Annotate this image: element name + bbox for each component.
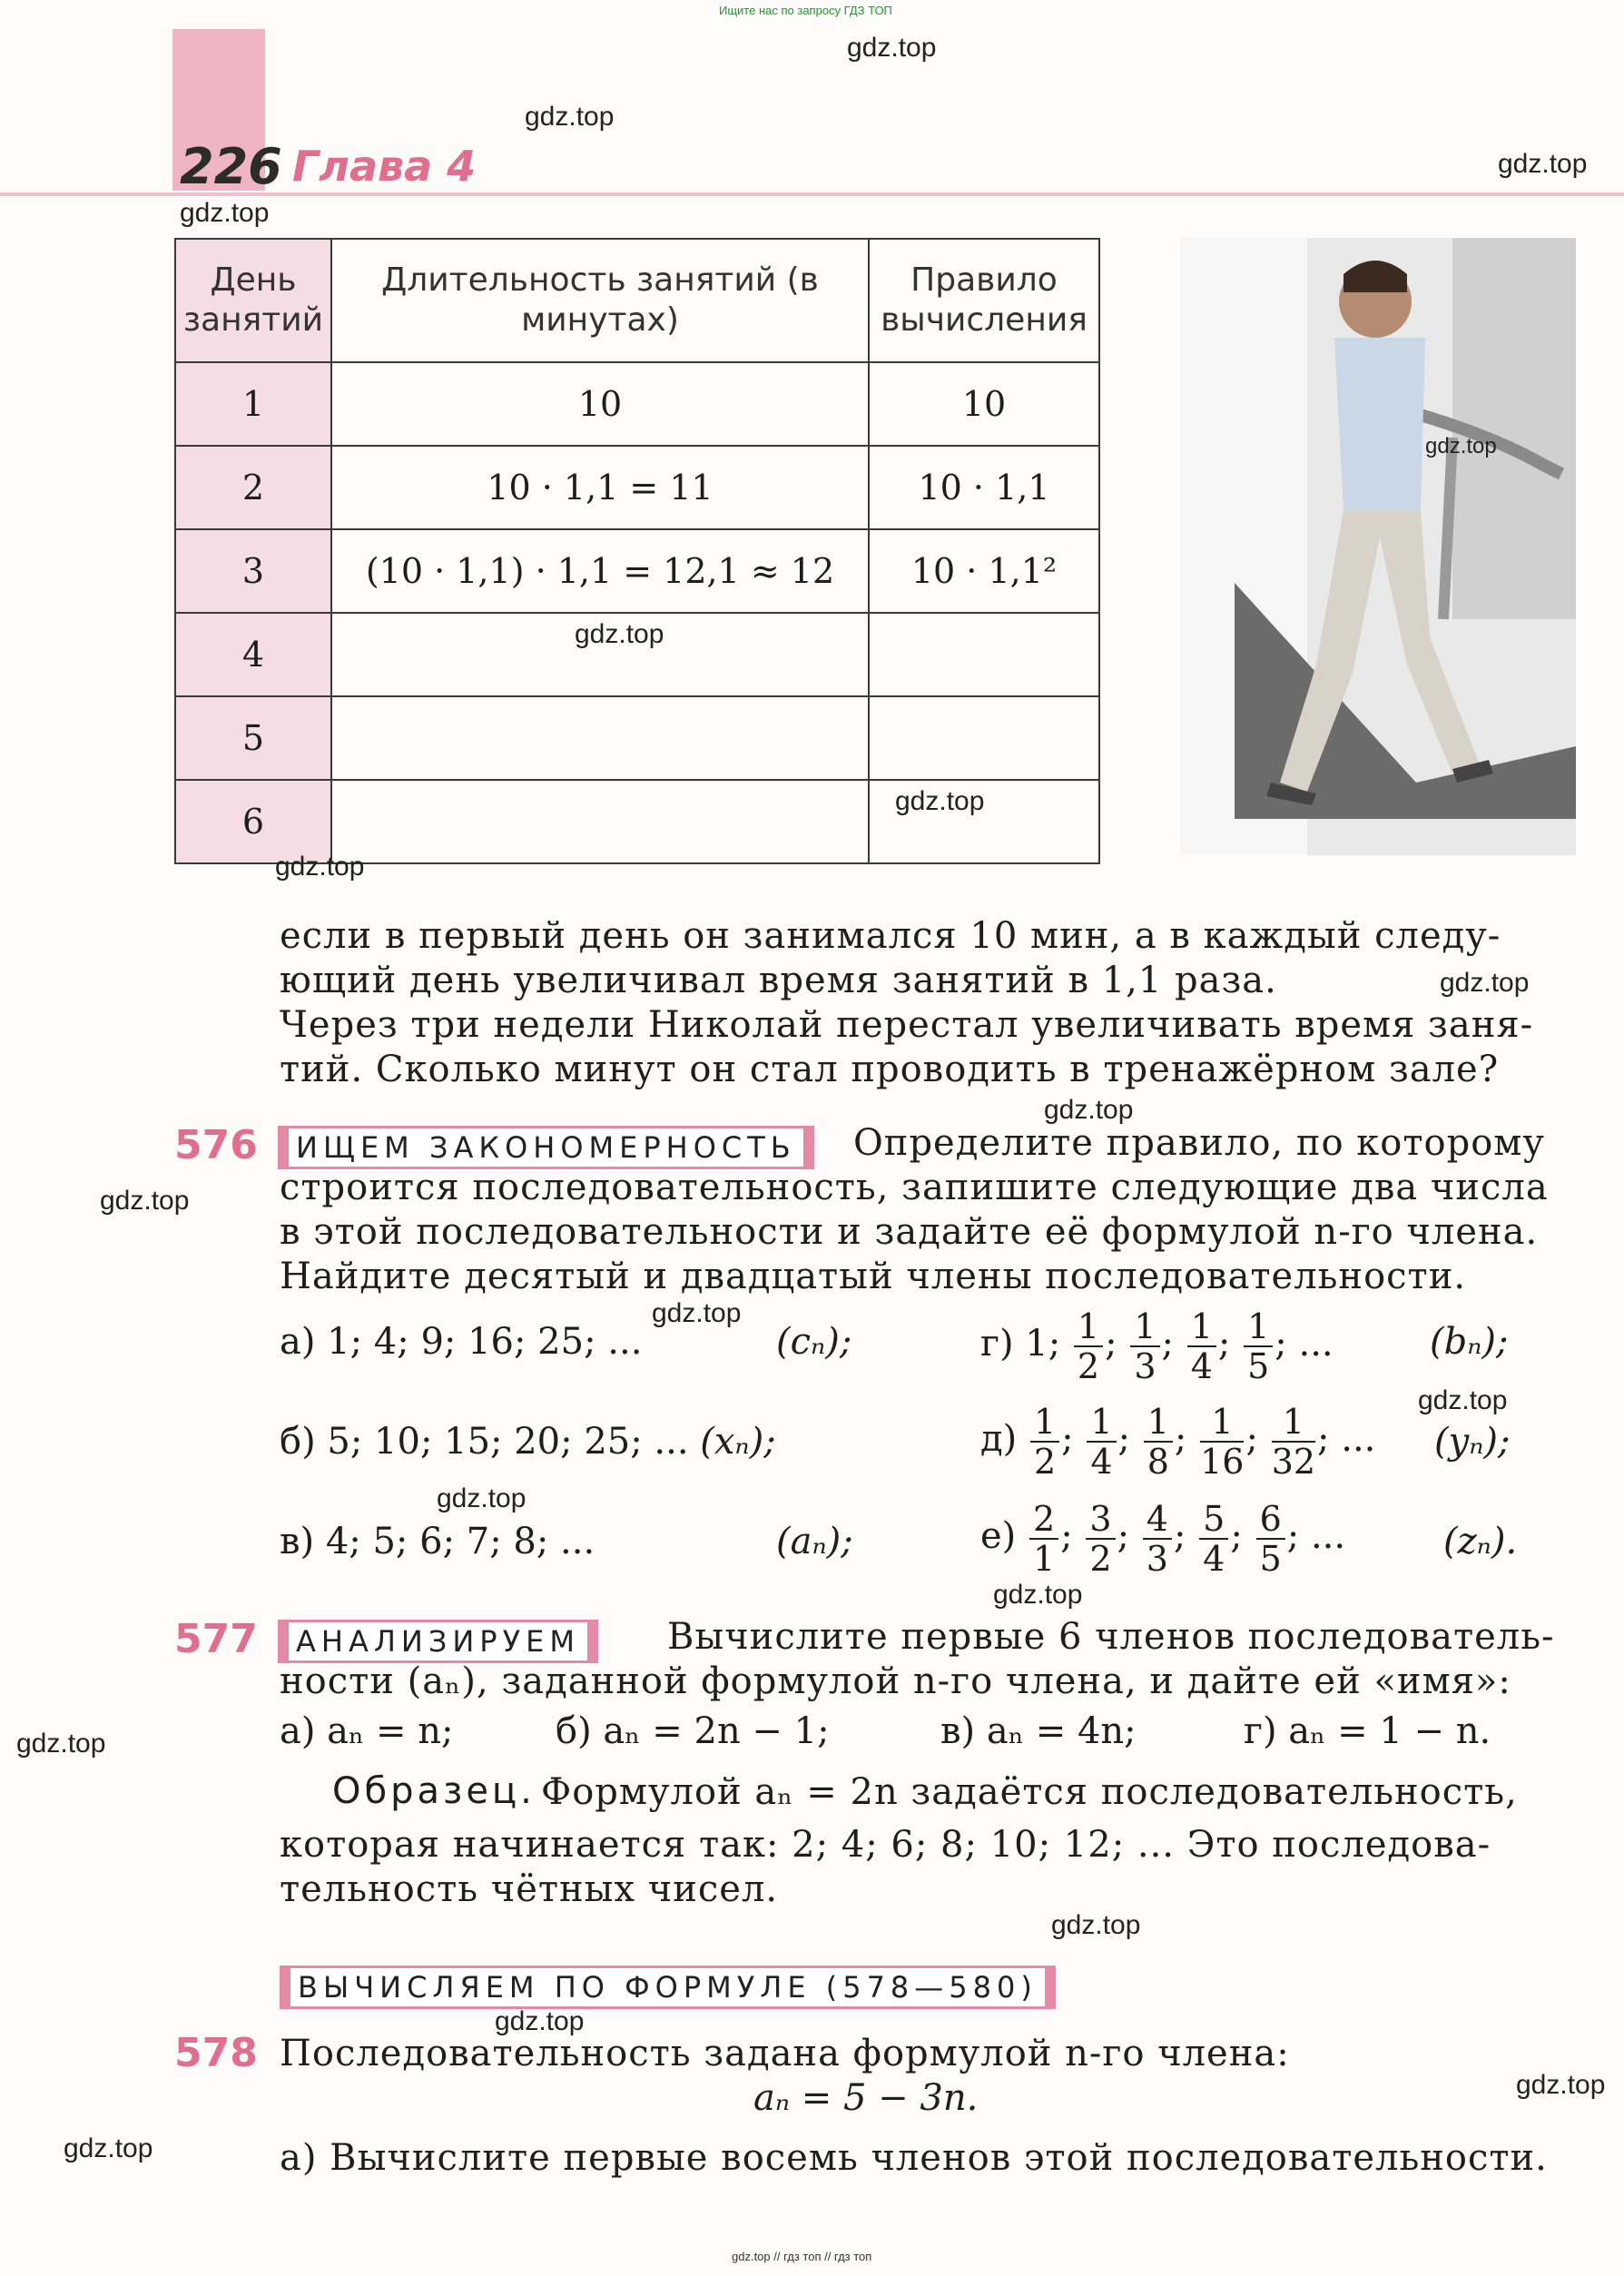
watermark: gdz.top <box>275 852 365 882</box>
watermark: gdz.top <box>1418 1385 1508 1415</box>
task-577-item-a: а) aₙ = n; <box>280 1710 454 1752</box>
watermark: gdz.top <box>1425 434 1497 458</box>
fraction: $\frac{1}{2}$ <box>1030 1403 1059 1481</box>
watermark: gdz.top <box>1440 968 1530 998</box>
table-header-day: День занятий <box>175 239 331 362</box>
table-header-rule: Правило вычисления <box>869 239 1099 362</box>
table-cell: 6 <box>175 780 331 863</box>
runner-illustration <box>1180 238 1576 855</box>
watermark: gdz.top <box>16 1729 106 1759</box>
watermark: gdz.top <box>180 198 270 228</box>
top-note: Ищите нас по запросу ГДЗ ТОП <box>719 4 892 17</box>
table-row <box>175 529 1099 613</box>
problem-575-line-4: тий. Сколько минут он стал проводить в тренажёрном зале? <box>280 1049 1500 1090</box>
item-e-prefix: е) <box>980 1515 1017 1557</box>
table-cell: 5 <box>175 696 331 780</box>
task-576-item-e: е) $\frac{2}{1}$ ; $\frac{3}{2}$ ; $\frac{4}{3}$ ; $\frac{5}{4}$ ; $\frac{6}{5}$ ; ... <box>980 1499 1346 1579</box>
fraction: $\frac{3}{2}$ <box>1086 1500 1115 1578</box>
fraction: $\frac{2}{1}$ <box>1029 1500 1058 1578</box>
table-header-duration: Длительность занятий (в минутах) <box>331 239 869 362</box>
task-576-item-a <box>280 1321 642 1363</box>
fraction: $\frac{1}{4}$ <box>1187 1307 1216 1385</box>
watermark: gdz.top <box>525 102 615 132</box>
task-577-category-label: АНАЛИЗИРУЕМ <box>278 1620 598 1663</box>
task-576-item-b <box>280 1421 776 1463</box>
task-576-item-g: г) 1; $\frac{1}{2}$ ; $\frac{1}{3}$ ; $\frac{1}{4}$ ; $\frac{1}{5}$ ; ... <box>980 1306 1334 1386</box>
task-576-category-label: ИЩЕМ ЗАКОНОМЕРНОСТЬ <box>278 1126 814 1169</box>
sample-line-3: тельность чётных чисел. <box>280 1868 779 1910</box>
fraction: $\frac{5}{4}$ <box>1199 1500 1228 1578</box>
watermark: gdz.top <box>495 2006 585 2036</box>
fraction: $\frac{4}{3}$ <box>1143 1500 1172 1578</box>
watermark: gdz.top <box>652 1298 742 1328</box>
fraction: $\frac{1}{5}$ <box>1244 1307 1273 1385</box>
fraction: $\frac{1}{8}$ <box>1144 1403 1173 1481</box>
task-576-text-line-4: Найдите десятый и двадцатый члены последовательности. <box>280 1256 1467 1297</box>
task-576-item-v <box>280 1521 595 1562</box>
fraction: $\frac{1}{3}$ <box>1130 1307 1159 1385</box>
table-row <box>175 696 1099 780</box>
table-cell <box>869 613 1099 696</box>
table-cell <box>331 696 869 780</box>
fraction: $\frac{1}{32}$ <box>1271 1402 1316 1482</box>
fraction: $\frac{1}{2}$ <box>1074 1307 1103 1385</box>
task-number-578: 578 <box>174 2030 258 2076</box>
task-number-576: 576 <box>174 1122 258 1168</box>
table-row <box>175 362 1099 446</box>
item-d-name: (yₙ); <box>1434 1421 1511 1463</box>
fraction: $\frac{6}{5}$ <box>1256 1500 1285 1578</box>
task-577-item-v: в) aₙ = 4n; <box>940 1710 1137 1752</box>
watermark: gdz.top <box>100 1186 190 1216</box>
watermark: gdz.top <box>895 786 985 816</box>
item-v-sequence: в) 4; 5; 6; 7; 8; ... <box>280 1521 595 1562</box>
table-cell <box>869 696 1099 780</box>
workout-table <box>174 238 1100 864</box>
fraction: $\frac{1}{4}$ <box>1087 1403 1116 1481</box>
item-g-name: (bₙ); <box>1430 1321 1509 1363</box>
table-cell: (10 · 1,1) · 1,1 = 12,1 ≈ 12 <box>331 529 869 613</box>
task-576-text-line-2: строится последовательность, запишите следующие два числа <box>280 1167 1549 1208</box>
item-b-name: (xₙ); <box>700 1421 776 1463</box>
task-number-577: 577 <box>174 1616 258 1662</box>
sample-line-2: которая начинается так: 2; 4; 6; 8; 10; 12; ... Это последова- <box>280 1824 1491 1866</box>
task-576-item-d: д) $\frac{1}{2}$ ; $\frac{1}{4}$ ; $\frac{1}{8}$ ; $\frac{1}{16}$ ; $\frac{1}{32}$ ; ... <box>980 1402 1376 1482</box>
table-cell: 4 <box>175 613 331 696</box>
task-578-item-a: а) Вычислите первые восемь членов этой последовательности. <box>280 2137 1548 2179</box>
table-cell <box>331 780 869 863</box>
item-v-name: (aₙ); <box>776 1521 853 1562</box>
task-577-item-g: г) aₙ = 1 − n. <box>1244 1710 1491 1752</box>
treadmill-photo <box>1180 238 1576 855</box>
table-row <box>175 446 1099 529</box>
task-578-text: Последовательность задана формулой n-го члена: <box>280 2033 1290 2074</box>
watermark: gdz.top <box>1051 1910 1141 1940</box>
table-cell: 1 <box>175 362 331 446</box>
item-a-sequence: а) 1; 4; 9; 16; 25; ... <box>280 1321 643 1363</box>
watermark: gdz.top <box>847 33 937 63</box>
table-cell: 10 <box>869 362 1099 446</box>
sample-label: Образец. <box>332 1770 536 1812</box>
item-b-sequence: б) 5; 10; 15; 20; 25; ... <box>280 1421 689 1463</box>
item-g-prefix: г) 1; <box>980 1323 1061 1365</box>
item-d-prefix: д) <box>980 1418 1018 1460</box>
table-cell: 10 · 1,1 <box>869 446 1099 529</box>
chapter-title: Глава 4 <box>292 142 477 191</box>
table-cell: 10 · 1,1² <box>869 529 1099 613</box>
watermark: gdz.top <box>993 1580 1083 1610</box>
task-577-item-b: б) aₙ = 2n − 1; <box>556 1710 830 1752</box>
watermark: gdz.top <box>64 2133 153 2163</box>
sample-line-1: Формулой aₙ = 2n задаётся последовательность, <box>541 1771 1518 1813</box>
task-577-text-line-2: ности (aₙ), заданной формулой n-го члена, и дайте ей «имя»: <box>280 1660 1511 1702</box>
table-header-row <box>175 239 1099 362</box>
page-number: 226 <box>180 138 282 195</box>
watermark: gdz.top <box>1516 2070 1606 2100</box>
task-576-text-line-1: Определите правило, по которому <box>853 1122 1545 1164</box>
item-a-name: (cₙ); <box>776 1321 852 1363</box>
section-label-578-580: ВЫЧИСЛЯЕМ ПО ФОРМУЛЕ (578—580) <box>280 1966 1056 2009</box>
table-cell: 10 <box>331 362 869 446</box>
watermark: gdz.top <box>575 619 664 649</box>
task-577-text-line-1: Вычислите первые 6 членов последователь- <box>667 1616 1555 1658</box>
problem-575-line-1: если в первый день он занимался 10 мин, а в каждый следу- <box>280 915 1501 957</box>
watermark: gdz.top <box>1044 1095 1134 1125</box>
item-e-name: (zₙ). <box>1443 1521 1518 1562</box>
table-cell: 2 <box>175 446 331 529</box>
fraction: $\frac{1}{16}$ <box>1200 1402 1245 1482</box>
task-576-text-line-3: в этой последовательности и задайте её формулой n-го члена. <box>280 1211 1539 1253</box>
watermark: gdz.top <box>1498 149 1588 179</box>
task-578-formula: aₙ = 5 − 3n. <box>753 2077 979 2119</box>
table-cell: 10 · 1,1 = 11 <box>331 446 869 529</box>
problem-575-line-3: Через три недели Николай перестал увеличивать время заня- <box>280 1004 1534 1046</box>
bottom-note: gdz.top // гдз топ // гдз топ <box>732 2250 872 2263</box>
table-cell: 3 <box>175 529 331 613</box>
problem-575-line-2: ющий день увеличивал время занятий в 1,1 раза. <box>280 960 1277 1001</box>
watermark: gdz.top <box>437 1483 527 1513</box>
